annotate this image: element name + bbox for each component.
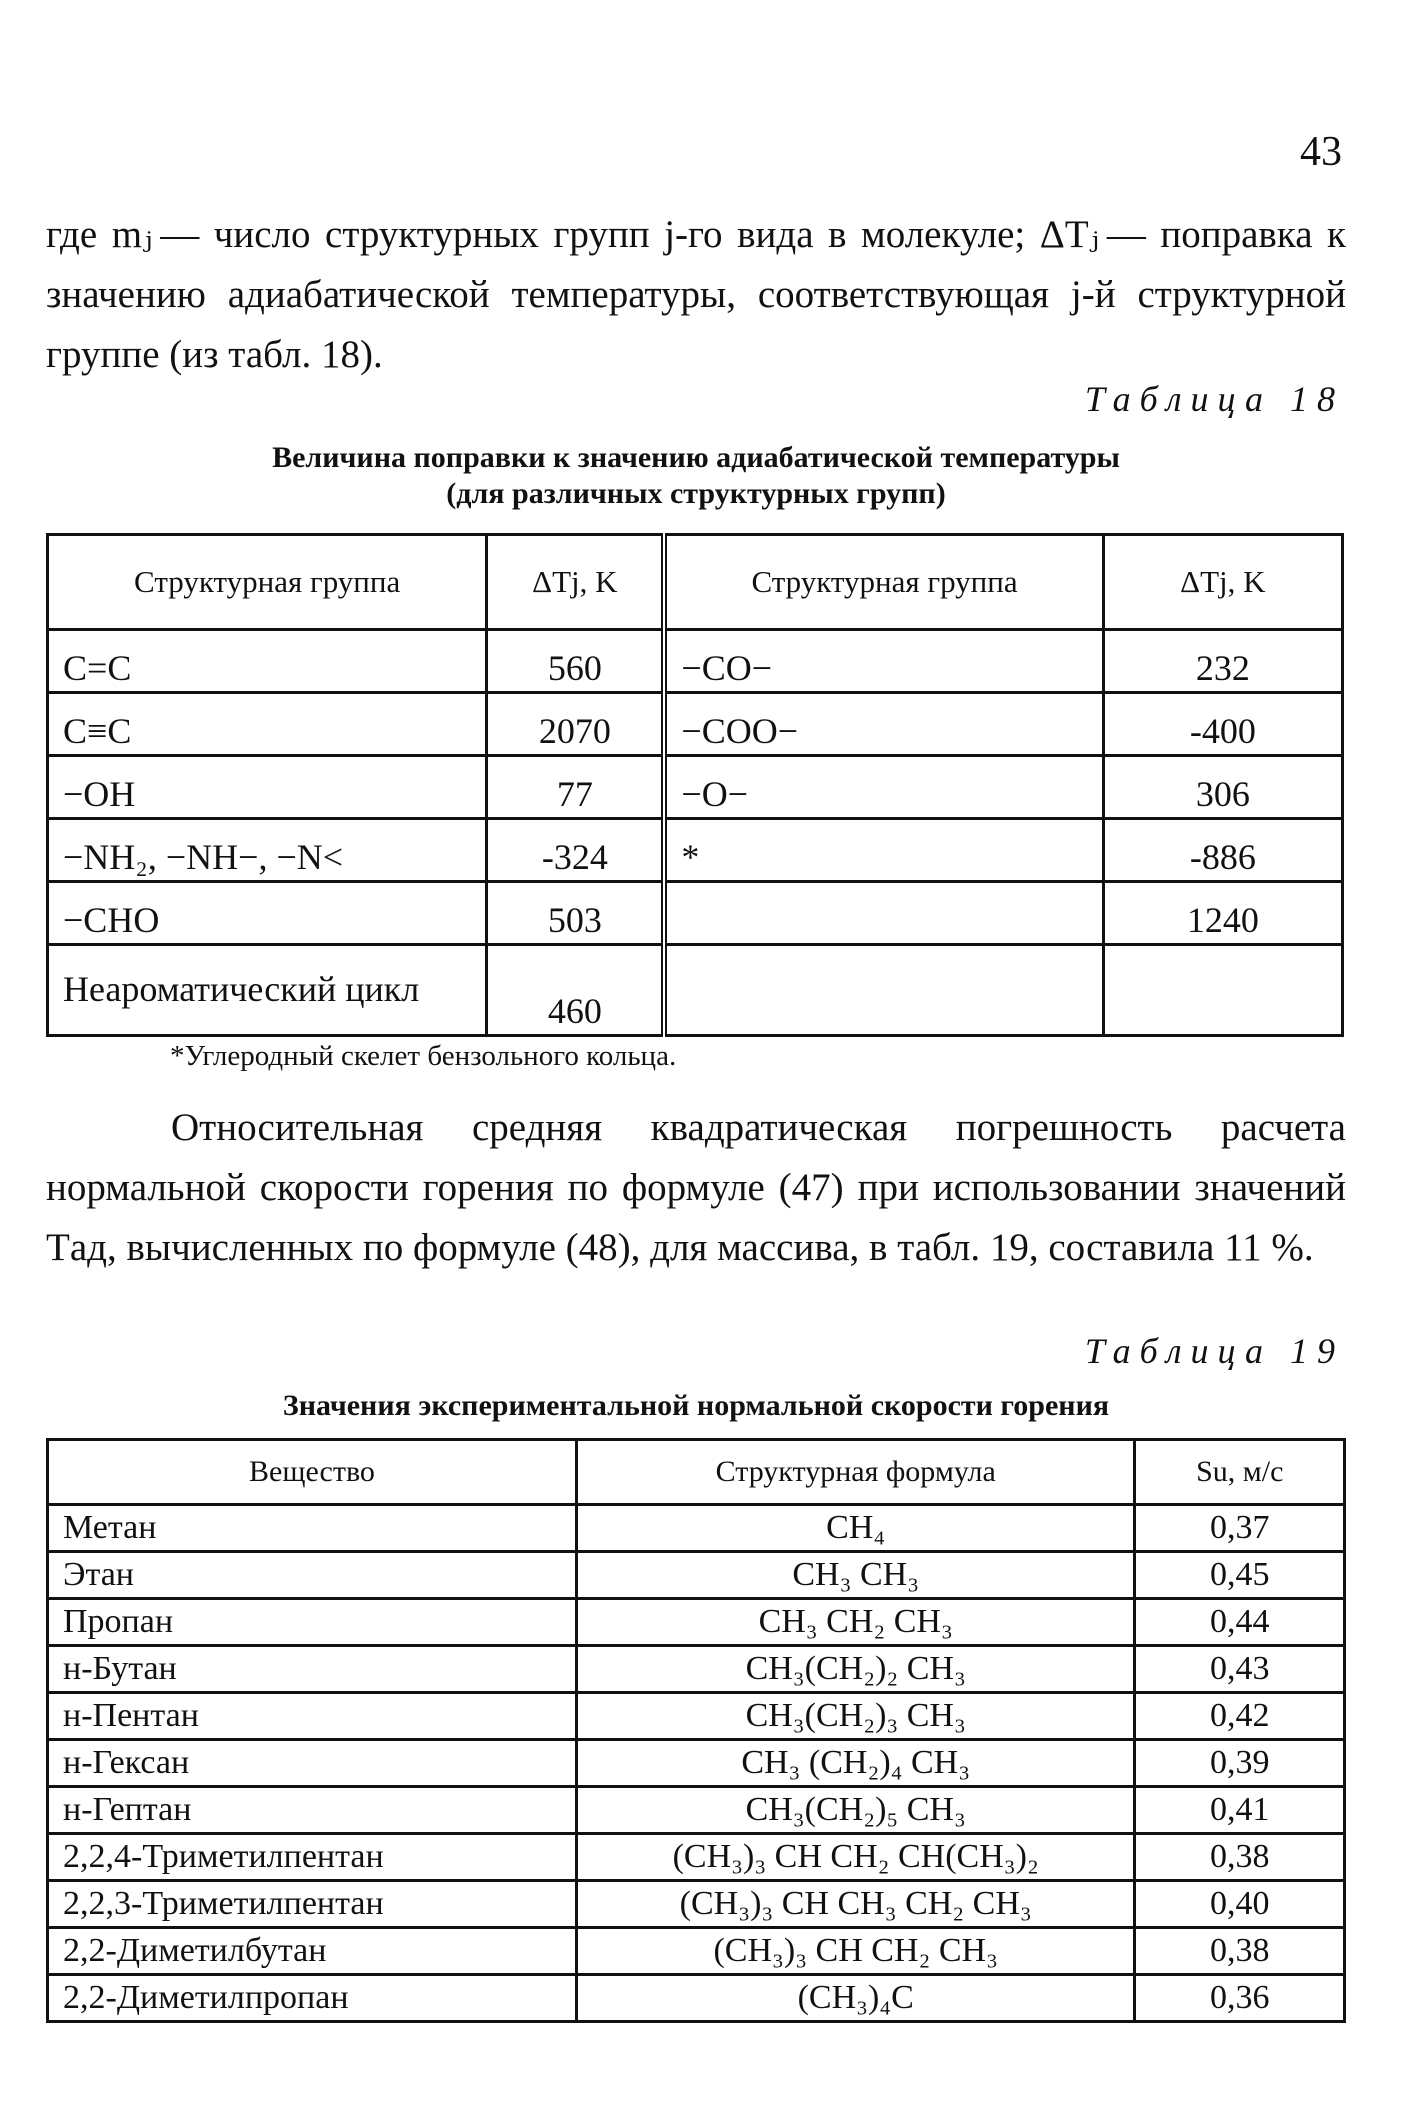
table-row [48, 945, 1343, 1036]
table-row [48, 1834, 1345, 1881]
table-cell: Пропан [48, 1599, 577, 1646]
table-18-footnote: *Углеродный скелет бензольного кольца. [170, 1040, 677, 1072]
table-cell: CH₃(CH₂)₂ CH₃ [576, 1646, 1135, 1693]
table-cell: -400 [1103, 693, 1342, 756]
table-18-caption-line2: (для различных структурных групп) [446, 477, 946, 510]
table-cell: 0,44 [1135, 1599, 1345, 1646]
table-cell: −COO− [664, 693, 1103, 756]
table-row [48, 693, 1343, 756]
table-cell: н-Пентан [48, 1693, 577, 1740]
table-cell: C=C [48, 630, 487, 693]
table-row [48, 882, 1343, 945]
table-cell: 2,2,4-Триметилпентан [48, 1834, 577, 1881]
table-cell: -886 [1103, 819, 1342, 882]
table-row [48, 1740, 1345, 1787]
table-row [48, 819, 1343, 882]
table-cell: −OH [48, 756, 487, 819]
table-19-body [48, 1505, 1345, 2022]
body-paragraph [46, 1098, 1346, 1278]
table-cell: -324 [487, 819, 665, 882]
table-cell: CH₃ (CH₂)₄ CH₃ [576, 1740, 1135, 1787]
table-cell: CH₃(CH₂)₃ CH₃ [576, 1693, 1135, 1740]
table-cell: (CH₃)₃ CH CH₂ CH₃ [576, 1928, 1135, 1975]
table-cell: 0,41 [1135, 1787, 1345, 1834]
table-cell: (CH₃)₄C [576, 1975, 1135, 2022]
table-18-header-group-2: Структурная группа [664, 535, 1103, 630]
table-cell: 460 [487, 945, 665, 1036]
table-19-header-row [48, 1440, 1345, 1505]
table-row [48, 1599, 1345, 1646]
table-cell: 0,43 [1135, 1646, 1345, 1693]
table-cell: 306 [1103, 756, 1342, 819]
table-row [48, 1928, 1345, 1975]
table-18-caption-line1: Величина поправки к значению адиабатической температуры [272, 441, 1120, 474]
table-cell: н-Бутан [48, 1646, 577, 1693]
table-cell: CH₃(CH₂)₅ CH₃ [576, 1787, 1135, 1834]
table-cell: н-Гексан [48, 1740, 577, 1787]
table-19-header-speed: Su, м/с [1135, 1440, 1345, 1505]
table-18-label: Таблица 18 [1084, 379, 1344, 419]
table-cell: −O− [664, 756, 1103, 819]
table-18-header-row [48, 535, 1343, 630]
table-cell: −CO− [664, 630, 1103, 693]
table-row [48, 1552, 1345, 1599]
table-cell: 0,42 [1135, 1693, 1345, 1740]
table-row [48, 630, 1343, 693]
table-row [48, 1787, 1345, 1834]
table-cell: 0,39 [1135, 1740, 1345, 1787]
table-cell: (CH₃)₃ CH CH₃ CH₂ CH₃ [576, 1881, 1135, 1928]
body-paragraph-text: Относительная средняя квадратическая погрешность расчета нормальной скорости горения по формуле (47) при использовании значений Tад, вычисленных по формуле (48), для массива, в табл. 19, составила 11 %. [46, 1106, 1346, 1269]
table-19-caption: Значения экспериментальной нормальной скорости горения [282, 1389, 1110, 1422]
table-cell: 0,45 [1135, 1552, 1345, 1599]
table-cell: 77 [487, 756, 665, 819]
table-cell: CH₄ [576, 1505, 1135, 1552]
intro-paragraph-text: где mⱼ — число структурных групп j-го вида в молекуле; ΔTⱼ — поправка к значению адиабатической температуры, соответствующая j-й структурной группе (из табл. 18). [46, 213, 1346, 376]
table-cell: 0,40 [1135, 1881, 1345, 1928]
table-row [48, 1505, 1345, 1552]
table-19 [46, 1438, 1346, 2023]
table-cell: (CH₃)₃ CH CH₂ CH(CH₃)₂ [576, 1834, 1135, 1881]
table-cell: Этан [48, 1552, 577, 1599]
table-cell: 1240 [1103, 882, 1342, 945]
table-cell: 560 [487, 630, 665, 693]
table-cell: 2,2-Диметилпропан [48, 1975, 577, 2022]
table-row [48, 1646, 1345, 1693]
table-cell: C≡C [48, 693, 487, 756]
table-cell: 0,38 [1135, 1928, 1345, 1975]
table-cell: CH₃ CH₃ [576, 1552, 1135, 1599]
table-18 [46, 533, 1344, 1037]
table-cell [664, 945, 1103, 1036]
table-row [48, 1693, 1345, 1740]
table-row [48, 756, 1343, 819]
table-cell: 2,2-Диметилбутан [48, 1928, 577, 1975]
table-cell: −CHO [48, 882, 487, 945]
table-cell: 0,36 [1135, 1975, 1345, 2022]
table-cell: −NH₂, −NH−, −N< [48, 819, 487, 882]
table-row [48, 1881, 1345, 1928]
table-cell: 2070 [487, 693, 665, 756]
intro-paragraph [46, 205, 1346, 385]
table-19-header-formula: Структурная формула [576, 1440, 1135, 1505]
table-cell: Неароматический цикл [48, 945, 487, 1036]
table-18-header-delta-2: ΔTj, K [1103, 535, 1342, 630]
table-cell: 503 [487, 882, 665, 945]
table-cell: Метан [48, 1505, 577, 1552]
table-19-header-substance: Вещество [48, 1440, 577, 1505]
table-18-header-group-1: Структурная группа [48, 535, 487, 630]
table-cell: 0,37 [1135, 1505, 1345, 1552]
table-cell: 2,2,3-Триметилпентан [48, 1881, 577, 1928]
table-cell: 0,38 [1135, 1834, 1345, 1881]
table-cell: н-Гептан [48, 1787, 577, 1834]
table-cell [664, 882, 1103, 945]
table-18-header-delta-1: ΔTj, K [487, 535, 665, 630]
table-18-caption [46, 440, 1346, 512]
table-row [48, 1975, 1345, 2022]
table-cell [1103, 945, 1342, 1036]
table-19-label: Таблица 19 [1084, 1331, 1344, 1371]
table-cell: 232 [1103, 630, 1342, 693]
table-cell: CH₃ CH₂ CH₃ [576, 1599, 1135, 1646]
page-number: 43 [1300, 129, 1342, 175]
table-cell: * [664, 819, 1103, 882]
